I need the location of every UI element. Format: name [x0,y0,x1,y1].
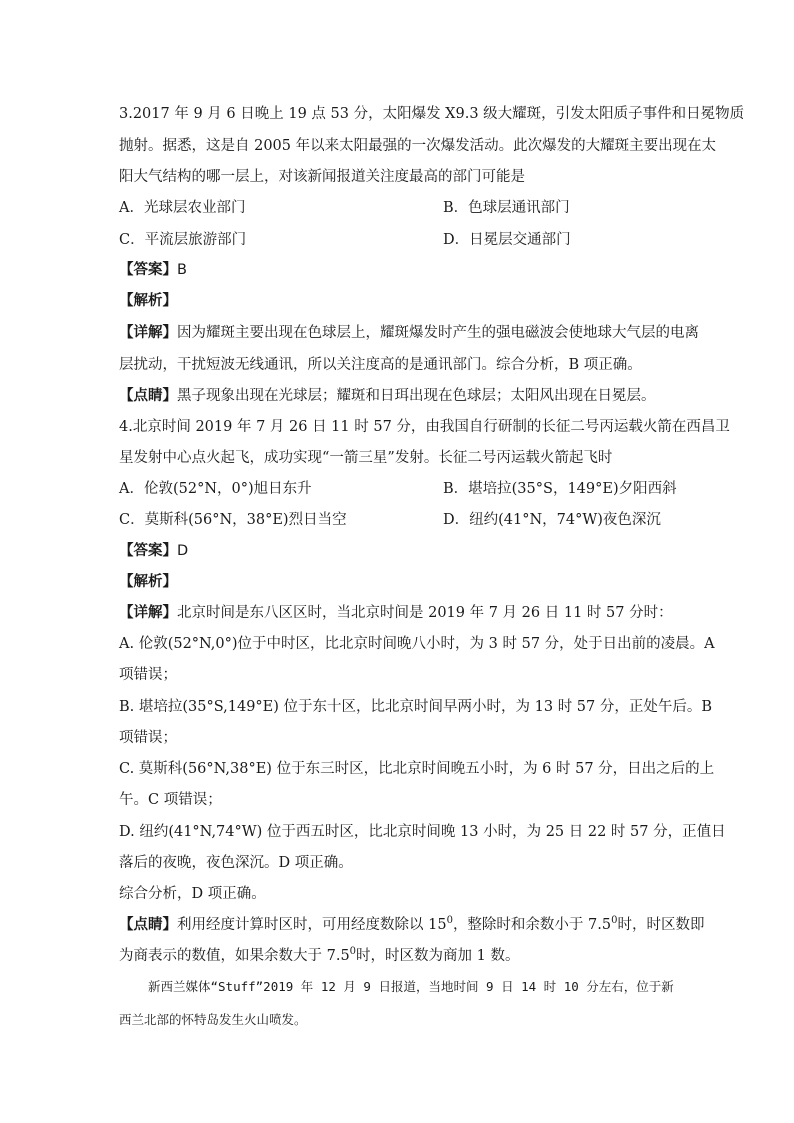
q4-detail-line-c1: C. 莫斯科(56°N,38°E) 位于东三时区，比北京时间晚五小时，为 6 时 57 分，日出之后的上 [119,761,715,777]
q3-detail-line-2: 层扰动，干扰短波无线通讯，所以关注度高的是通讯部门。综合分析，B 项正确。 [119,357,642,373]
tip-tag: 【点睛】 [119,387,177,404]
answer-tag: 【答案】 [119,261,177,278]
q3-option-b: B．色球层通讯部门 [443,200,570,216]
q4-tip-line-2 [119,946,520,966]
q3-option-d: D．日冕层交通部门 [443,232,571,248]
answer-value: B [177,262,187,278]
q4-detail-line-b1: B. 堪培拉(35°S,149°E) 位于东十区，比北京时间早两小时，为 13 时 57 分，正处午后。B [119,699,713,715]
tip-text-1a: 利用经度计算时区时，可用经度数除以 15 [177,917,447,933]
q4-tip-line-1 [119,915,704,935]
q4-summary: 综合分析，D 项正确。 [119,886,266,902]
q3-analysis-tag [119,291,177,311]
detail-text: 北京时间是东八区区时，当北京时间是 2019 年 7 月 26 日 11 时 57 分时： [177,605,673,621]
q4-detail-line-a2: 项错误； [119,667,177,683]
q3-stem-line-1: 3.2017 年 9 月 6 日晚上 19 点 53 分，太阳爆发 X9.3 级大耀斑，引发太阳质子事件和日冕物质 [119,106,745,122]
q3-stem-line-3: 阳大气结构的哪一层上，对该新闻报道关注度最高的部门可能是 [119,169,525,185]
q4-detail-line-d1: D. 纽约(41°N,74°W) 位于西五时区，比北京时间晚 13 小时，为 25 日 22 时 57 分，正值日 [119,824,726,840]
q4-detail-line-d2: 落后的夜晚，夜色深沉。D 项正确。 [119,855,353,871]
degree-sup: 0 [349,946,357,958]
q4-option-d: D．纽约(41°N，74°W)夜色深沉 [443,512,661,528]
degree-sup: 0 [446,915,453,927]
answer-value: D [177,543,189,559]
tip-text-2a: 为商表示的数值，如果余数大于 7.5 [119,948,350,964]
q4-stem-line-1: 4.北京时间 2019 年 7 月 26 日 11 时 57 分，由我国自行研制的长征二号丙运载火箭在西昌卫 [119,419,730,435]
q3-tip [119,386,656,406]
detail-text: 因为耀斑主要出现在色球层上，耀斑爆发时产生的强电磁波会使地球大气层的电离 [177,325,699,341]
next-question-line-1: 新西兰媒体“Stuff”2019 年 12 月 9 日报道，当地时间 9 日 14 时 10 分左右，位于新 [148,979,674,994]
tip-text: 黑子现象出现在光球层；耀斑和日珥出现在色球层；太阳风出现在日冕层。 [177,388,656,404]
q3-detail-line-1 [119,323,699,343]
next-question-line-2: 西兰北部的怀特岛发生火山喷发。 [119,1012,307,1027]
q4-option-c: C．莫斯科(56°N，38°E)烈日当空 [119,512,347,528]
q3-answer [119,260,187,280]
q4-analysis-tag [119,572,177,592]
detail-tag: 【详解】 [119,604,177,621]
analysis-tag: 【解析】 [119,573,177,590]
q3-stem-line-2: 抛射。据悉，这是自 2005 年以来太阳最强的一次爆发活动。此次爆发的大耀斑主要出现在太 [119,138,717,154]
q3-option-c: C．平流层旅游部门 [119,232,247,248]
detail-tag: 【详解】 [119,324,177,341]
q4-answer [119,541,188,561]
q3-option-a: A．光球层农业部门 [119,200,246,216]
analysis-tag: 【解析】 [119,292,177,309]
degree-sup: 0 [611,915,618,927]
q4-detail-line-b2: 项错误； [119,730,177,746]
answer-tag: 【答案】 [119,542,177,559]
q4-stem-line-2: 星发射中心点火起飞，成功实现“一箭三星”发射。长征二号丙运载火箭起飞时 [119,450,613,466]
q4-detail-line-1 [119,603,673,623]
q4-option-b: B．堪培拉(35°S，149°E)夕阳西斜 [443,481,677,497]
tip-text-1b: ，整除时和余数小于 7.5 [452,917,612,933]
q4-option-a: A．伦敦(52°N，0°)旭日东升 [119,481,312,497]
q4-detail-line-c2: 午。C 项错误； [119,792,222,808]
q4-detail-line-a1: A. 伦敦(52°N,0°)位于中时区，比北京时间晚八小时，为 3 时 57 分，处于日出前的凌晨。A [119,636,715,652]
tip-tag: 【点睛】 [119,916,177,933]
tip-text-1c: 时，时区数即 [617,917,705,933]
tip-text-2b: 时，时区数为商加 1 数。 [356,948,520,964]
